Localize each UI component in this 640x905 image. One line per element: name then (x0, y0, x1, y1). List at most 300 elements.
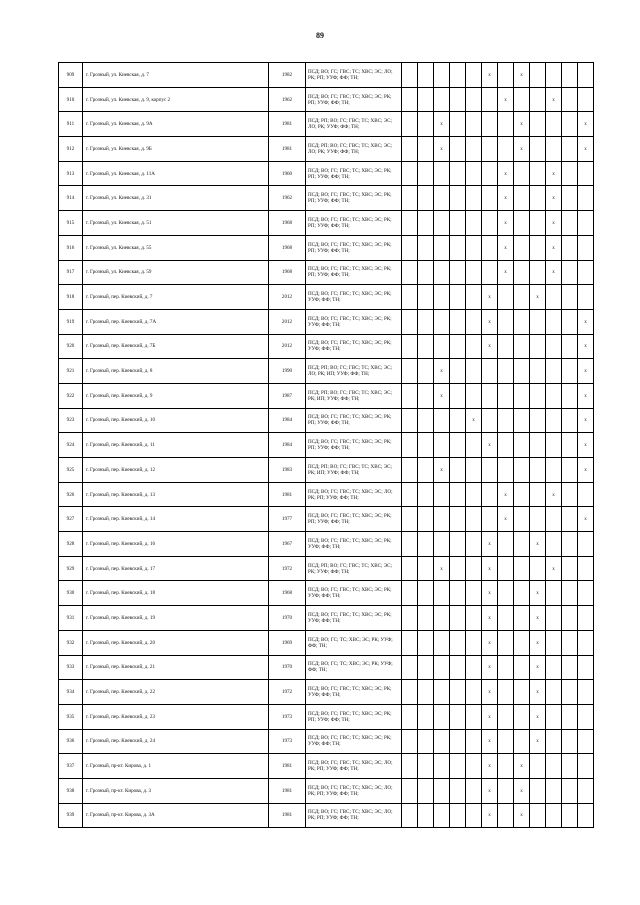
mark-cell (450, 334, 466, 359)
mark-cell (418, 161, 434, 186)
row-number: 923 (59, 408, 83, 433)
mark-cell (482, 137, 498, 162)
row-services: ПСД; ВО; ГС; ГВС; ТС; ХВС; ЭС; РК; РП; УУФ; ФФ; ТН; (306, 87, 402, 112)
mark-cell (418, 87, 434, 112)
table-row (59, 458, 594, 483)
mark-cell (578, 655, 594, 680)
check-mark: x (536, 664, 539, 671)
row-services: ПСД; ВО; ГС; ГВС; ТС; ХВС; ЭС; РК; УУФ; ФФ; ТН; (306, 285, 402, 310)
mark-cell (578, 680, 594, 705)
mark-cell (562, 803, 578, 828)
mark-cell (498, 137, 514, 162)
mark-cell (434, 704, 450, 729)
check-mark: x (440, 565, 443, 572)
mark-cell (450, 186, 466, 211)
mark-cell (530, 334, 546, 359)
check-mark: x (520, 763, 523, 770)
row-year: 1973 (269, 704, 306, 729)
table-row (59, 285, 594, 310)
check-mark: x (488, 812, 491, 819)
mark-cell (498, 655, 514, 680)
row-services: ПСД; ВО; ГС; ГВС; ТС; ХВС; ЭС; РК; РП; УУФ; ФФ; ТН; (306, 161, 402, 186)
mark-cell (434, 383, 450, 408)
mark-cell (530, 532, 546, 557)
table-row (59, 581, 594, 606)
row-address: г. Грозный, пер. Киевский, д. 13 (83, 482, 269, 507)
row-number: 916 (59, 235, 83, 260)
table-row (59, 433, 594, 458)
mark-cell (482, 383, 498, 408)
mark-cell (466, 606, 482, 631)
row-year: 1990 (269, 359, 306, 384)
mark-cell (530, 408, 546, 433)
mark-cell (530, 704, 546, 729)
mark-cell (434, 556, 450, 581)
mark-cell (530, 778, 546, 803)
mark-cell (562, 260, 578, 285)
mark-cell (546, 556, 562, 581)
row-number: 921 (59, 359, 83, 384)
mark-cell (434, 507, 450, 532)
mark-cell (402, 507, 418, 532)
row-services: ПСД; ВО; ГС; ГВС; ТС; ХВС; ЭС; РК; УУФ; ФФ; ТН; (306, 729, 402, 754)
mark-cell (514, 359, 530, 384)
check-mark: x (488, 614, 491, 621)
row-number: 922 (59, 383, 83, 408)
mark-cell (466, 260, 482, 285)
mark-cell (498, 260, 514, 285)
mark-cell (418, 803, 434, 828)
mark-cell (434, 803, 450, 828)
mark-cell (578, 408, 594, 433)
mark-cell (482, 334, 498, 359)
row-services: ПСД; ВО; ГС; ТС; ХВС; ЭС; РК; УУФ; ФФ; ТН; (306, 630, 402, 655)
mark-cell (578, 63, 594, 88)
mark-cell (578, 433, 594, 458)
mark-cell (530, 211, 546, 236)
check-mark: x (584, 343, 587, 350)
mark-cell (482, 458, 498, 483)
mark-cell (466, 655, 482, 680)
row-address: г. Грозный, ул. Киевская, д. 9, корпус 2 (83, 87, 269, 112)
mark-cell (546, 309, 562, 334)
mark-cell (546, 112, 562, 137)
row-services: ПСД; ВО; ГС; ГВС; ТС; ХВС; ЭС; РК; РП; УУФ; ФФ; ТН; (306, 211, 402, 236)
mark-cell (546, 383, 562, 408)
check-mark: x (488, 738, 491, 745)
mark-cell (402, 556, 418, 581)
mark-cell (482, 532, 498, 557)
row-year: 2012 (269, 309, 306, 334)
mark-cell (514, 408, 530, 433)
row-services: ПСД; РП; ВО; ГС; ГВС; ТС; ХВС; ЭС; РК; УУФ; ФФ; ТН; (306, 556, 402, 581)
mark-cell (498, 680, 514, 705)
mark-cell (546, 433, 562, 458)
mark-cell (514, 606, 530, 631)
table-row (59, 137, 594, 162)
check-mark: x (504, 269, 507, 276)
mark-cell (482, 359, 498, 384)
row-address: г. Грозный, пр-кт. Кирова, д. 1 (83, 754, 269, 779)
mark-cell (402, 359, 418, 384)
mark-cell (418, 383, 434, 408)
table-row (59, 556, 594, 581)
mark-cell (546, 606, 562, 631)
mark-cell (418, 309, 434, 334)
mark-cell (546, 704, 562, 729)
mark-cell (482, 285, 498, 310)
mark-cell (450, 606, 466, 631)
mark-cell (418, 137, 434, 162)
row-year: 2012 (269, 285, 306, 310)
mark-cell (434, 137, 450, 162)
table-row (59, 161, 594, 186)
row-number: 918 (59, 285, 83, 310)
check-mark: x (504, 96, 507, 103)
mark-cell (434, 532, 450, 557)
mark-cell (514, 137, 530, 162)
mark-cell (402, 285, 418, 310)
mark-cell (482, 556, 498, 581)
mark-cell (482, 112, 498, 137)
mark-cell (578, 704, 594, 729)
mark-cell (530, 112, 546, 137)
mark-cell (514, 309, 530, 334)
row-number: 911 (59, 112, 83, 137)
mark-cell (514, 556, 530, 581)
row-services: ПСД; ВО; ГС; ГВС; ТС; ХВС; ЭС; РК; УУФ; ФФ; ТН; (306, 606, 402, 631)
mark-cell (434, 680, 450, 705)
row-number: 917 (59, 260, 83, 285)
mark-cell (578, 532, 594, 557)
mark-cell (562, 211, 578, 236)
check-mark: x (520, 787, 523, 794)
mark-cell (514, 704, 530, 729)
mark-cell (418, 458, 434, 483)
mark-cell (562, 581, 578, 606)
mark-cell (530, 309, 546, 334)
mark-cell (402, 803, 418, 828)
mark-cell (498, 482, 514, 507)
check-mark: x (488, 639, 491, 646)
mark-cell (546, 729, 562, 754)
mark-cell (402, 211, 418, 236)
mark-cell (498, 383, 514, 408)
row-address: г. Грозный, пер. Киевский, д. 14 (83, 507, 269, 532)
row-address: г. Грозный, пер. Киевский, д. 18 (83, 581, 269, 606)
mark-cell (434, 211, 450, 236)
mark-cell (418, 630, 434, 655)
table-row (59, 260, 594, 285)
row-services: ПСД; ВО; ГС; ГВС; ТС; ХВС; ЭС; РК; РП; УУФ; ФФ; ТН; (306, 186, 402, 211)
check-mark: x (552, 244, 555, 251)
row-year: 1962 (269, 186, 306, 211)
mark-cell (434, 630, 450, 655)
mark-cell (434, 334, 450, 359)
mark-cell (578, 556, 594, 581)
mark-cell (402, 137, 418, 162)
mark-cell (530, 186, 546, 211)
row-address: г. Грозный, пер. Киевский, д. 23 (83, 704, 269, 729)
mark-cell (450, 630, 466, 655)
mark-cell (498, 778, 514, 803)
mark-cell (402, 704, 418, 729)
row-number: 920 (59, 334, 83, 359)
row-year: 1973 (269, 729, 306, 754)
check-mark: x (552, 170, 555, 177)
mark-cell (546, 482, 562, 507)
check-mark: x (584, 121, 587, 128)
row-year: 1972 (269, 556, 306, 581)
check-mark: x (504, 516, 507, 523)
mark-cell (434, 778, 450, 803)
row-address: г. Грозный, пер. Киевский, д. 10 (83, 408, 269, 433)
check-mark: x (520, 145, 523, 152)
check-mark: x (536, 639, 539, 646)
mark-cell (450, 359, 466, 384)
mark-cell (498, 87, 514, 112)
mark-cell (578, 458, 594, 483)
mark-cell (450, 161, 466, 186)
mark-cell (530, 630, 546, 655)
check-mark: x (488, 590, 491, 597)
mark-cell (546, 285, 562, 310)
mark-cell (434, 655, 450, 680)
mark-cell (514, 63, 530, 88)
mark-cell (498, 433, 514, 458)
row-address: г. Грозный, пр-кт. Кирова, д. 3 (83, 778, 269, 803)
mark-cell (450, 458, 466, 483)
table-row (59, 482, 594, 507)
row-services: ПСД; ВО; ГС; ГВС; ТС; ХВС; ЭС; РК; УУФ; ФФ; ТН; (306, 581, 402, 606)
mark-cell (434, 606, 450, 631)
mark-cell (466, 309, 482, 334)
mark-cell (482, 235, 498, 260)
mark-cell (418, 211, 434, 236)
mark-cell (418, 482, 434, 507)
mark-cell (562, 532, 578, 557)
mark-cell (434, 482, 450, 507)
check-mark: x (488, 713, 491, 720)
mark-cell (466, 778, 482, 803)
row-address: г. Грозный, ул. Киевская, д. 51 (83, 211, 269, 236)
row-year: 1970 (269, 655, 306, 680)
mark-cell (562, 754, 578, 779)
row-year: 1968 (269, 211, 306, 236)
mark-cell (562, 556, 578, 581)
mark-cell (434, 581, 450, 606)
check-mark: x (536, 689, 539, 696)
mark-cell (578, 161, 594, 186)
mark-cell (578, 482, 594, 507)
mark-cell (466, 482, 482, 507)
row-services: ПСД; ВО; ГС; ГВС; ТС; ХВС; ЭС; РК; РП; УУФ; ФФ; ТН; (306, 507, 402, 532)
mark-cell (434, 285, 450, 310)
check-mark: x (504, 170, 507, 177)
mark-cell (482, 680, 498, 705)
mark-cell (450, 704, 466, 729)
mark-cell (466, 581, 482, 606)
mark-cell (546, 778, 562, 803)
mark-cell (546, 630, 562, 655)
row-number: 928 (59, 532, 83, 557)
row-year: 1972 (269, 680, 306, 705)
mark-cell (418, 606, 434, 631)
mark-cell (562, 359, 578, 384)
mark-cell (562, 433, 578, 458)
mark-cell (482, 260, 498, 285)
mark-cell (546, 87, 562, 112)
check-mark: x (584, 145, 587, 152)
mark-cell (514, 581, 530, 606)
mark-cell (514, 680, 530, 705)
mark-cell (450, 87, 466, 112)
mark-cell (546, 161, 562, 186)
mark-cell (402, 482, 418, 507)
mark-cell (498, 532, 514, 557)
mark-cell (402, 334, 418, 359)
mark-cell (418, 433, 434, 458)
table-row (59, 729, 594, 754)
table-row (59, 309, 594, 334)
mark-cell (402, 63, 418, 88)
mark-cell (578, 186, 594, 211)
mark-cell (434, 161, 450, 186)
check-mark: x (440, 368, 443, 375)
mark-cell (530, 161, 546, 186)
mark-cell (578, 112, 594, 137)
mark-cell (418, 778, 434, 803)
mark-cell (514, 260, 530, 285)
table-row (59, 112, 594, 137)
mark-cell (514, 655, 530, 680)
mark-cell (530, 803, 546, 828)
table-row (59, 235, 594, 260)
mark-cell (562, 334, 578, 359)
check-mark: x (536, 738, 539, 745)
mark-cell (546, 458, 562, 483)
mark-cell (482, 211, 498, 236)
row-address: г. Грозный, ул. Киевская, д. 11А (83, 161, 269, 186)
mark-cell (450, 211, 466, 236)
mark-cell (562, 112, 578, 137)
mark-cell (450, 112, 466, 137)
row-number: 931 (59, 606, 83, 631)
mark-cell (530, 359, 546, 384)
mark-cell (498, 161, 514, 186)
row-address: г. Грозный, пер. Киевский, д. 21 (83, 655, 269, 680)
row-year: 1970 (269, 606, 306, 631)
mark-cell (530, 482, 546, 507)
mark-cell (514, 754, 530, 779)
check-mark: x (488, 689, 491, 696)
mark-cell (434, 260, 450, 285)
mark-cell (546, 186, 562, 211)
check-mark: x (536, 713, 539, 720)
mark-cell (450, 137, 466, 162)
row-services: ПСД; ВО; ГС; ГВС; ТС; ХВС; ЭС; ЛО; РК; РП; УУФ; ФФ; ТН; (306, 482, 402, 507)
row-address: г. Грозный, ул. Киевская, д. 9А (83, 112, 269, 137)
mark-cell (434, 754, 450, 779)
mark-cell (402, 680, 418, 705)
mark-cell (402, 754, 418, 779)
mark-cell (578, 87, 594, 112)
mark-cell (434, 63, 450, 88)
mark-cell (418, 581, 434, 606)
mark-cell (578, 235, 594, 260)
check-mark: x (584, 368, 587, 375)
mark-cell (434, 458, 450, 483)
mark-cell (562, 680, 578, 705)
row-address: г. Грозный, пер. Киевский, д. 9 (83, 383, 269, 408)
row-number: 909 (59, 63, 83, 88)
check-mark: x (584, 442, 587, 449)
mark-cell (514, 235, 530, 260)
mark-cell (546, 334, 562, 359)
row-number: 919 (59, 309, 83, 334)
row-year: 1981 (269, 112, 306, 137)
mark-cell (578, 211, 594, 236)
mark-cell (498, 754, 514, 779)
mark-cell (466, 87, 482, 112)
mark-cell (514, 87, 530, 112)
mark-cell (466, 704, 482, 729)
mark-cell (402, 606, 418, 631)
row-number: 929 (59, 556, 83, 581)
check-mark: x (504, 244, 507, 251)
row-year: 1977 (269, 507, 306, 532)
mark-cell (466, 803, 482, 828)
row-services: ПСД; ВО; ГС; ГВС; ТС; ХВС; ЭС; ЛО; РК; РП; УУФ; ФФ; ТН; (306, 754, 402, 779)
mark-cell (514, 803, 530, 828)
row-services: ПСД; ВО; ГС; ГВС; ТС; ХВС; ЭС; РК; УУФ; ФФ; ТН; (306, 680, 402, 705)
mark-cell (466, 532, 482, 557)
mark-cell (434, 729, 450, 754)
mark-cell (482, 408, 498, 433)
check-mark: x (584, 466, 587, 473)
check-mark: x (552, 195, 555, 202)
table-row (59, 704, 594, 729)
mark-cell (450, 655, 466, 680)
mark-cell (498, 235, 514, 260)
mark-cell (530, 63, 546, 88)
mark-cell (450, 383, 466, 408)
row-address: г. Грозный, ул. Киевская, д. 59 (83, 260, 269, 285)
row-number: 914 (59, 186, 83, 211)
mark-cell (434, 408, 450, 433)
mark-cell (450, 556, 466, 581)
check-mark: x (584, 392, 587, 399)
mark-cell (546, 507, 562, 532)
table-row (59, 655, 594, 680)
mark-cell (514, 285, 530, 310)
check-mark: x (440, 466, 443, 473)
check-mark: x (552, 269, 555, 276)
mark-cell (402, 408, 418, 433)
mark-cell (514, 507, 530, 532)
mark-cell (498, 581, 514, 606)
table-row (59, 630, 594, 655)
mark-cell (450, 482, 466, 507)
row-number: 932 (59, 630, 83, 655)
mark-cell (466, 186, 482, 211)
row-year: 1981 (269, 803, 306, 828)
row-services: ПСД; РП; ВО; ГС; ГВС; ТС; ХВС; ЭС; РК; ИП; УУФ; ФФ; ТН; (306, 383, 402, 408)
mark-cell (402, 112, 418, 137)
mark-cell (514, 778, 530, 803)
mark-cell (418, 63, 434, 88)
check-mark: x (552, 491, 555, 498)
